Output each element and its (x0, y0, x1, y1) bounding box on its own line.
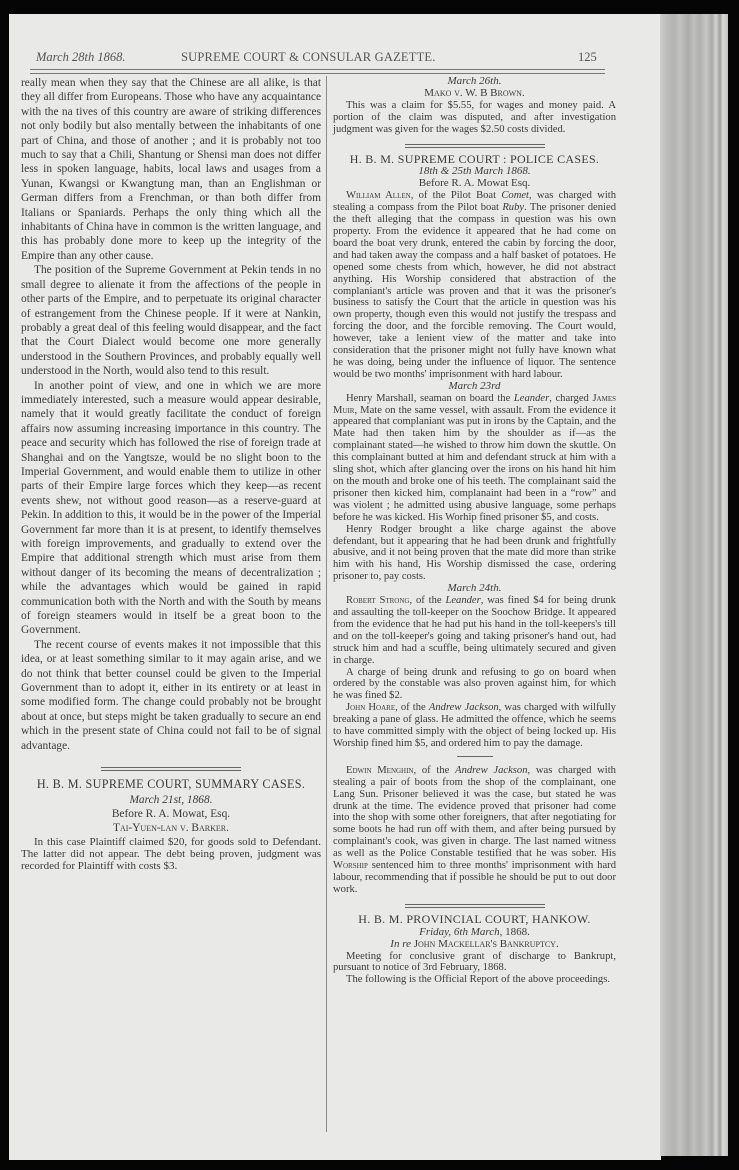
summary-cases-date: March 21st, 1868. (129, 793, 213, 806)
defendant-name: William Allen (346, 190, 411, 202)
rodger-case-text: Henry Rodger brought a like charge against the above defendant, but it appearing that he had been drunk and frightfully abusive, and it not being proven that the mate did more than strike him with his hand, His Worship dismissed the case, ordering prisoner to, pay costs. (333, 523, 616, 583)
case-text-fragment: , was charged with stealing a pair of boots from the shop of the complainant, one Lang Sun. Prisoner believed it was the case, but stated he was drunk at the time. The evidence proved that prisoner had come into the shop with some other foreigners, that after negotiating for some boots he had run off with them, and after being pursued by complainant's cook, was given in charge. The last named witness as well as the Police Constable testified that he was sober. His (333, 764, 616, 860)
case-text-fragment: , of the (413, 764, 456, 776)
summary-case-text: In this case Plaintiff claimed $20, for goods sold to Defendant. The latter did not appear. The debt being proven, judgment was recorded for Plaintiff with costs $3. (21, 835, 321, 873)
short-rule (457, 756, 493, 757)
defendant-name: Edwin Menghin (346, 764, 414, 776)
vessel-name: Leander (445, 595, 481, 607)
hankow-text-2: The following is the Official Report of the above proceedings. (346, 974, 610, 986)
header-date: March 28th 1868. (36, 50, 126, 64)
defendant-name: John Hoare (346, 702, 396, 714)
mako-case-title: Mako v. W. B Brown. (424, 86, 525, 99)
strong-case-text (333, 595, 616, 666)
section-rule (101, 767, 241, 771)
in-re-label: In re (390, 937, 411, 950)
editorial-paragraph-1: really mean when they say that the Chinese are all alike, is that they all differ from Europeans. Those who have any acquaintance with the na tives of this country are aware of striking differences not only bodily but also mentally between the inhabitants of one part of China, and those of another ; and it is probably not too much to say that a Chili, Shantung or Shensi man does not differ less in spoken language, habits, local laws and usages from a Yunan, Kwangsi or Kwangtung man, than an Englishman or German differs from a Frenchman, or than both differ from Italians or Spaniards. Perhaps the only thing which all the inhabitants of China have in common is the written language, and this has probably done more to keep up the integrity of the Empire than any other cause. (21, 77, 321, 262)
section-rule (405, 144, 545, 148)
bankruptcy-case-title (333, 939, 616, 951)
summary-cases-heading: H. B. M. SUPREME COURT, SUMMARY CASES. (36, 777, 306, 792)
case-text-fragment: , of the (409, 595, 446, 607)
section-rule (405, 904, 545, 908)
defendant-name: James Muir (333, 392, 617, 416)
case-text-fragment: , was fined $4 for being drunk and assaulting the toll-keeper on the Soochow Bridge. It appeared from the evidence that he had put his hand in the toll-keepers's till and on the toll-keeper's going and taking prisoner's hand out, had struck him and had a scuffle, being ultimately secured and given in charge. (333, 595, 616, 666)
case-text-fragment: . The prisoner denied the theft alleging that the compass in question was his own property. From the evidence it appeared that he had come on board the boat very drunk, entered the cabin by forcing the door, and had taken away the compass and a half basket of potatoes. He opened some chests from which, however, he did not abstract anything. His Worship considered that abstraction of the complaniant's article was proven and that it was the prisoner's business to satisfy the Court that the article in question was his own property, though even this would not justify the trespass and forcing the door, and the forcible removing. The Court would, however, take a lenient view of the matter and take into consideration that the prisoner might not fully have known what he was doing, being under the influence of liquor. The sentence would be two months' imprisonment with hard labour. (333, 202, 616, 380)
page-number: 125 (578, 50, 597, 64)
case-text-fragment: sentenced him to three months' imprisonment with hard labour, recommending that if possible he should be put to out door work. (333, 860, 616, 895)
marshall-case-text (333, 393, 616, 524)
march-23-date: March 23rd (448, 379, 501, 392)
vessel-name: Andrew Jackson (455, 764, 528, 776)
police-cases-before: Before R. A. Mowat Esq. (418, 177, 531, 190)
editorial-paragraph-3: In another point of view, and one in which we are more immediately interested, such a measure would appear desirable, namely that it would greatly facilitate the conduct of foreign affairs now assuming increasing importance in this country. The peace and security which has followed the rise of foreign trade at Shanghai and on the Yangtsze, would be no slight boon to the Imperial Government, and would enable them to utilize in other parts of their Empire large forces which they keep—as recent events shew, not without good reason—as a reserve-guard at Pekin. In addition to this, it would be in the power of the Imperial Government far more than it is at present, to identify themselves with foreign improvements, and gradually to extend over the Empire that additional strength which must arise from them without danger of its becoming the means of decentralization ; while the advantages which would be gained in rapid communication both with the North and with the South by means of foreign steamers would in itself be a great boon to the Government. (21, 379, 321, 637)
vessel-name: Leander (513, 392, 550, 404)
allen-case-text (333, 190, 616, 381)
column-divider (326, 76, 327, 1132)
worship-title: Worship (333, 860, 368, 872)
publication-title: SUPREME COURT & CONSULAR GAZETTE. (181, 50, 436, 64)
book-page-edges (660, 14, 728, 1156)
vessel-name: Ruby (502, 202, 525, 214)
defendant-name: Robert Strong (346, 595, 410, 607)
case-text-fragment: , of the Pilot Boat (410, 190, 502, 202)
case-text-fragment: , charged (549, 392, 593, 404)
vessel-name: Andrew Jackson (428, 702, 499, 714)
summary-cases-before: Before R. A. Mowat, Esq. (111, 807, 231, 820)
editorial-paragraph-2: The position of the Supreme Government at Pekin tends in no small degree to alienate it from the affections of the people in other parts of the Empire, and to perpetuate its original character of estrangement from the Chinese people. If it were at Nankin, probably a great deal of this feeling would disappear, and the fact that the Court Dialect would become one more generally understood in the Southern Provinces, and probably equally well understood in the North, would also tend to this result. (21, 264, 321, 378)
strong-second-charge-text: A charge of being drunk and refusing to go on board when ordered by the constable was also proven against him, for which he was fined $2. (333, 666, 616, 702)
case-text-fragment: , of the (395, 702, 429, 714)
case-text-fragment: , was charged with stealing a compass from the Pilot boat (333, 190, 617, 214)
hankow-date-italic: Friday, 6th March, (419, 925, 503, 938)
vessel-name: Comet (501, 190, 529, 202)
left-column (21, 76, 321, 872)
summary-case-title: Tai-Yuen-lan v. Barker. (113, 822, 229, 835)
menghin-case-text (333, 765, 616, 896)
hankow-date-year: 1868. (502, 925, 530, 938)
hankow-text-1: Meeting for conclusive grant of discharge to Bankrupt, pursuant to notice of 3rd February, 1868. (333, 950, 616, 974)
running-header (36, 48, 596, 68)
case-text-fragment: , Mate on the same vessel, with assault. From the evidence it appeared that complaniant was put in irons by the Captain, and the Mate had then taken him by the shoulder as if—as the complainant stated—he wished to throw him down the skuttle. On this complainant butted at him and defendant struck at him with a sling shot, which after glancing over the irons on his hand hit him on the mouth and broke one of his teeth. The complainant said the prisoner then kicked him, complanaint had been in a “row” and was violent ; he admitted using abusive language, some perhaps before he was kicked. His Worhip fined prisoner $5, and costs. (333, 404, 616, 523)
march-24-date: March 24th. (447, 582, 502, 595)
header-double-rule (30, 69, 605, 74)
hoare-case-text (333, 702, 616, 750)
right-column (333, 76, 616, 986)
case-text-fragment: , was charged with wilfully breaking a pane of glass. He admitted the offence, which he seems to have committed simply with the object of being locked up. His Worship fined him $5, and ordered him to pay the damage. (333, 702, 616, 749)
police-cases-dates: 18th & 25th March 1868. (418, 165, 531, 178)
mako-case-text: This was a claim for $5.55, for wages and money paid. A portion of the claim was disputed, and after investigation judgment was given for the wages $2.50 costs divided. (333, 99, 616, 135)
hankow-heading: H. B. M. PROVINCIAL COURT, HANKOW. (358, 911, 591, 926)
case-text-fragment: Henry Marshall, seaman on board the (346, 392, 514, 404)
mako-case-date: March 26th. (447, 75, 502, 87)
bankruptcy-title: John Mackellar's Bankruptcy. (410, 937, 559, 950)
police-cases-heading: H. B. M. SUPREME COURT : POLICE CASES. (349, 151, 600, 166)
editorial-paragraph-4: The recent course of events makes it not impossible that this idea, or at least something similar to it may again arise, and we do not think that better counsel could be given to the Imperial Government than to adopt it, either in its entirety or at least in some modified form. The change could probably not be brought about at once, but steps might be taken gradually to secure an end which in the present state of China could not fail to be of signal advantage. (21, 638, 321, 752)
